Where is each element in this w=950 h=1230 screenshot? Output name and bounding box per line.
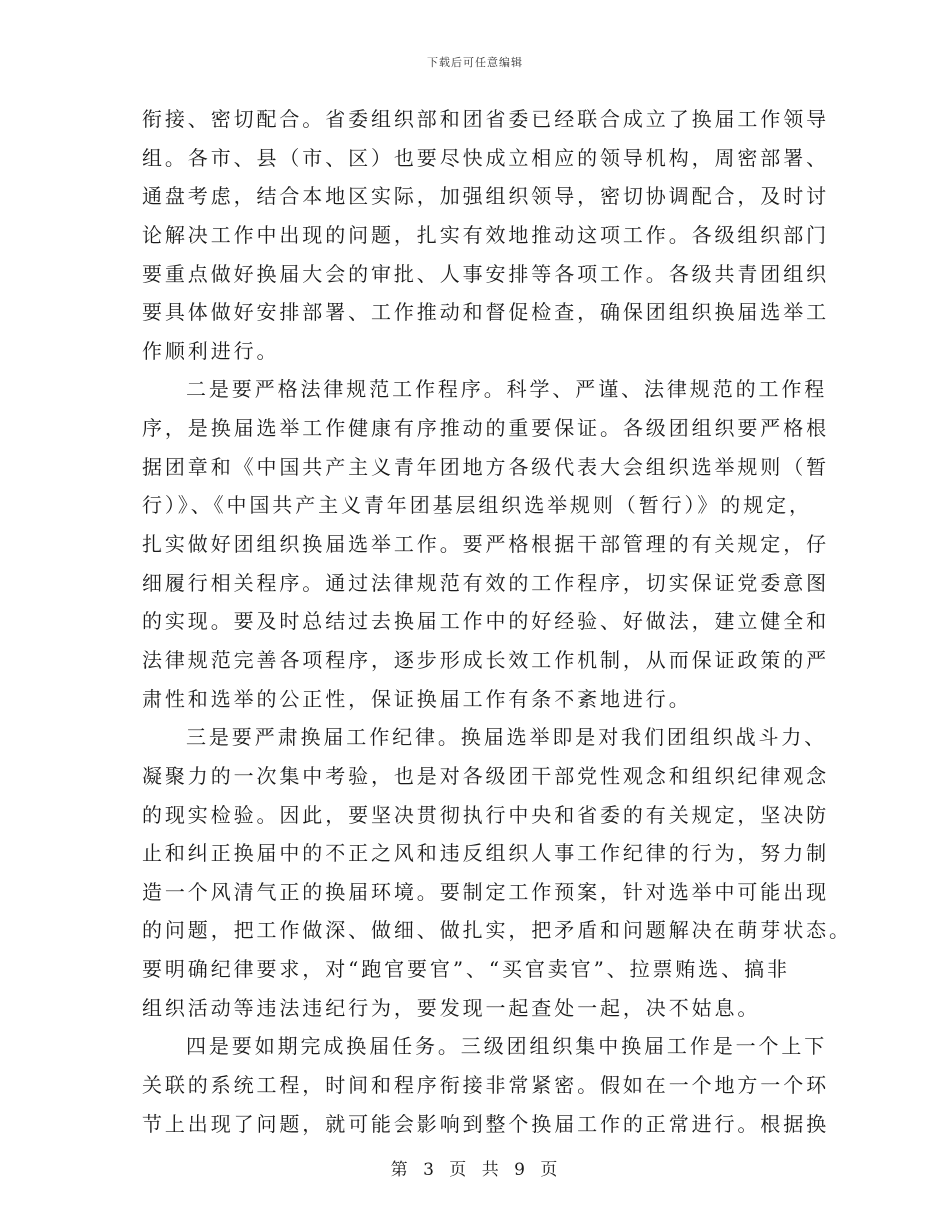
text-line: 序，是换届选举工作健康有序推动的重要保证。各级团组织要严格根: [142, 416, 829, 441]
text-line: 的实现。要及时总结过去换届工作中的好经验、好做法，建立健全和: [142, 609, 829, 634]
text-line: 的问题，把工作做深、做细、做扎实，把矛盾和问题解决在萌芽状态。: [142, 918, 852, 943]
paragraph-start-line: 三是要严肃换届工作纪律。换届选举即是对我们团组织战斗力、: [186, 725, 828, 750]
text-line: 组。各市、县（市、区）也要尽快成立相应的领导机构，周密部署、: [142, 145, 829, 170]
paragraph-start-line: 四是要如期完成换届任务。三级团组织集中换届工作是一个上下: [186, 1034, 828, 1059]
text-line: 肃性和选举的公正性，保证换届工作有条不紊地进行。: [142, 686, 692, 711]
text-line: 作顺利进行。: [142, 338, 280, 363]
text-line: 要重点做好换届大会的审批、人事安排等各项工作。各级共青团组织: [142, 261, 829, 286]
text-line: 论解决工作中出现的问题，扎实有效地推动这项工作。各级组织部门: [142, 222, 829, 247]
page-header: 下载后可任意编辑: [427, 56, 523, 69]
text-line: 要明确纪律要求，对“跑官要官”、“买官卖官”、拉票贿选、搞非: [142, 957, 790, 982]
text-line: 组织活动等违法违纪行为，要发现一起查处一起，决不姑息。: [142, 995, 761, 1020]
paragraph-start-line: 二是要严格法律规范工作程序。科学、严谨、法律规范的工作程: [186, 377, 828, 402]
text-line: 扎实做好团组织换届选举工作。要严格根据干部管理的有关规定，仔: [142, 532, 829, 557]
text-line: 的现实检验。因此，要坚决贯彻执行中央和省委的有关规定，坚决防: [142, 802, 829, 827]
text-line: 法律规范完善各项程序，逐步形成长效工作机制，从而保证政策的严: [142, 647, 829, 672]
text-line: 据团章和《中国共产主义青年团地方各级代表大会组织选举规则（暂: [142, 454, 829, 479]
text-line: 细履行相关程序。通过法律规范有效的工作程序，切实保证党委意图: [142, 570, 829, 595]
text-line: 止和纠正换届中的不正之风和违反组织人事工作纪律的行为，努力制: [142, 841, 829, 866]
text-line: 要具体做好安排部署、工作推动和督促检查，确保团组织换届选举工: [142, 300, 829, 325]
document-body: [142, 100, 852, 1143]
text-line: 造一个风清气正的换届环境。要制定工作预案，针对选举中可能出现: [142, 879, 829, 904]
text-line: 通盘考虑，结合本地区实际，加强组织领导，密切协调配合，及时讨: [142, 184, 829, 209]
text-line: 节上出现了问题，就可能会影响到整个换届工作的正常进行。根据换: [142, 1111, 829, 1136]
text-line: 行）》、《中国共产主义青年团基层组织选举规则（暂行）》的规定，: [142, 493, 812, 518]
text-line: 衔接、密切配合。省委组织部和团省委已经联合成立了换届工作领导: [142, 107, 829, 131]
text-line: 关联的系统工程，时间和程序衔接非常紧密。假如在一个地方一个环: [142, 1073, 829, 1098]
page-number-footer: 第 3 页 共 9 页: [390, 1160, 560, 1180]
text-line: 凝聚力的一次集中考验，也是对各级团干部党性观念和组织纪律观念: [142, 763, 829, 788]
